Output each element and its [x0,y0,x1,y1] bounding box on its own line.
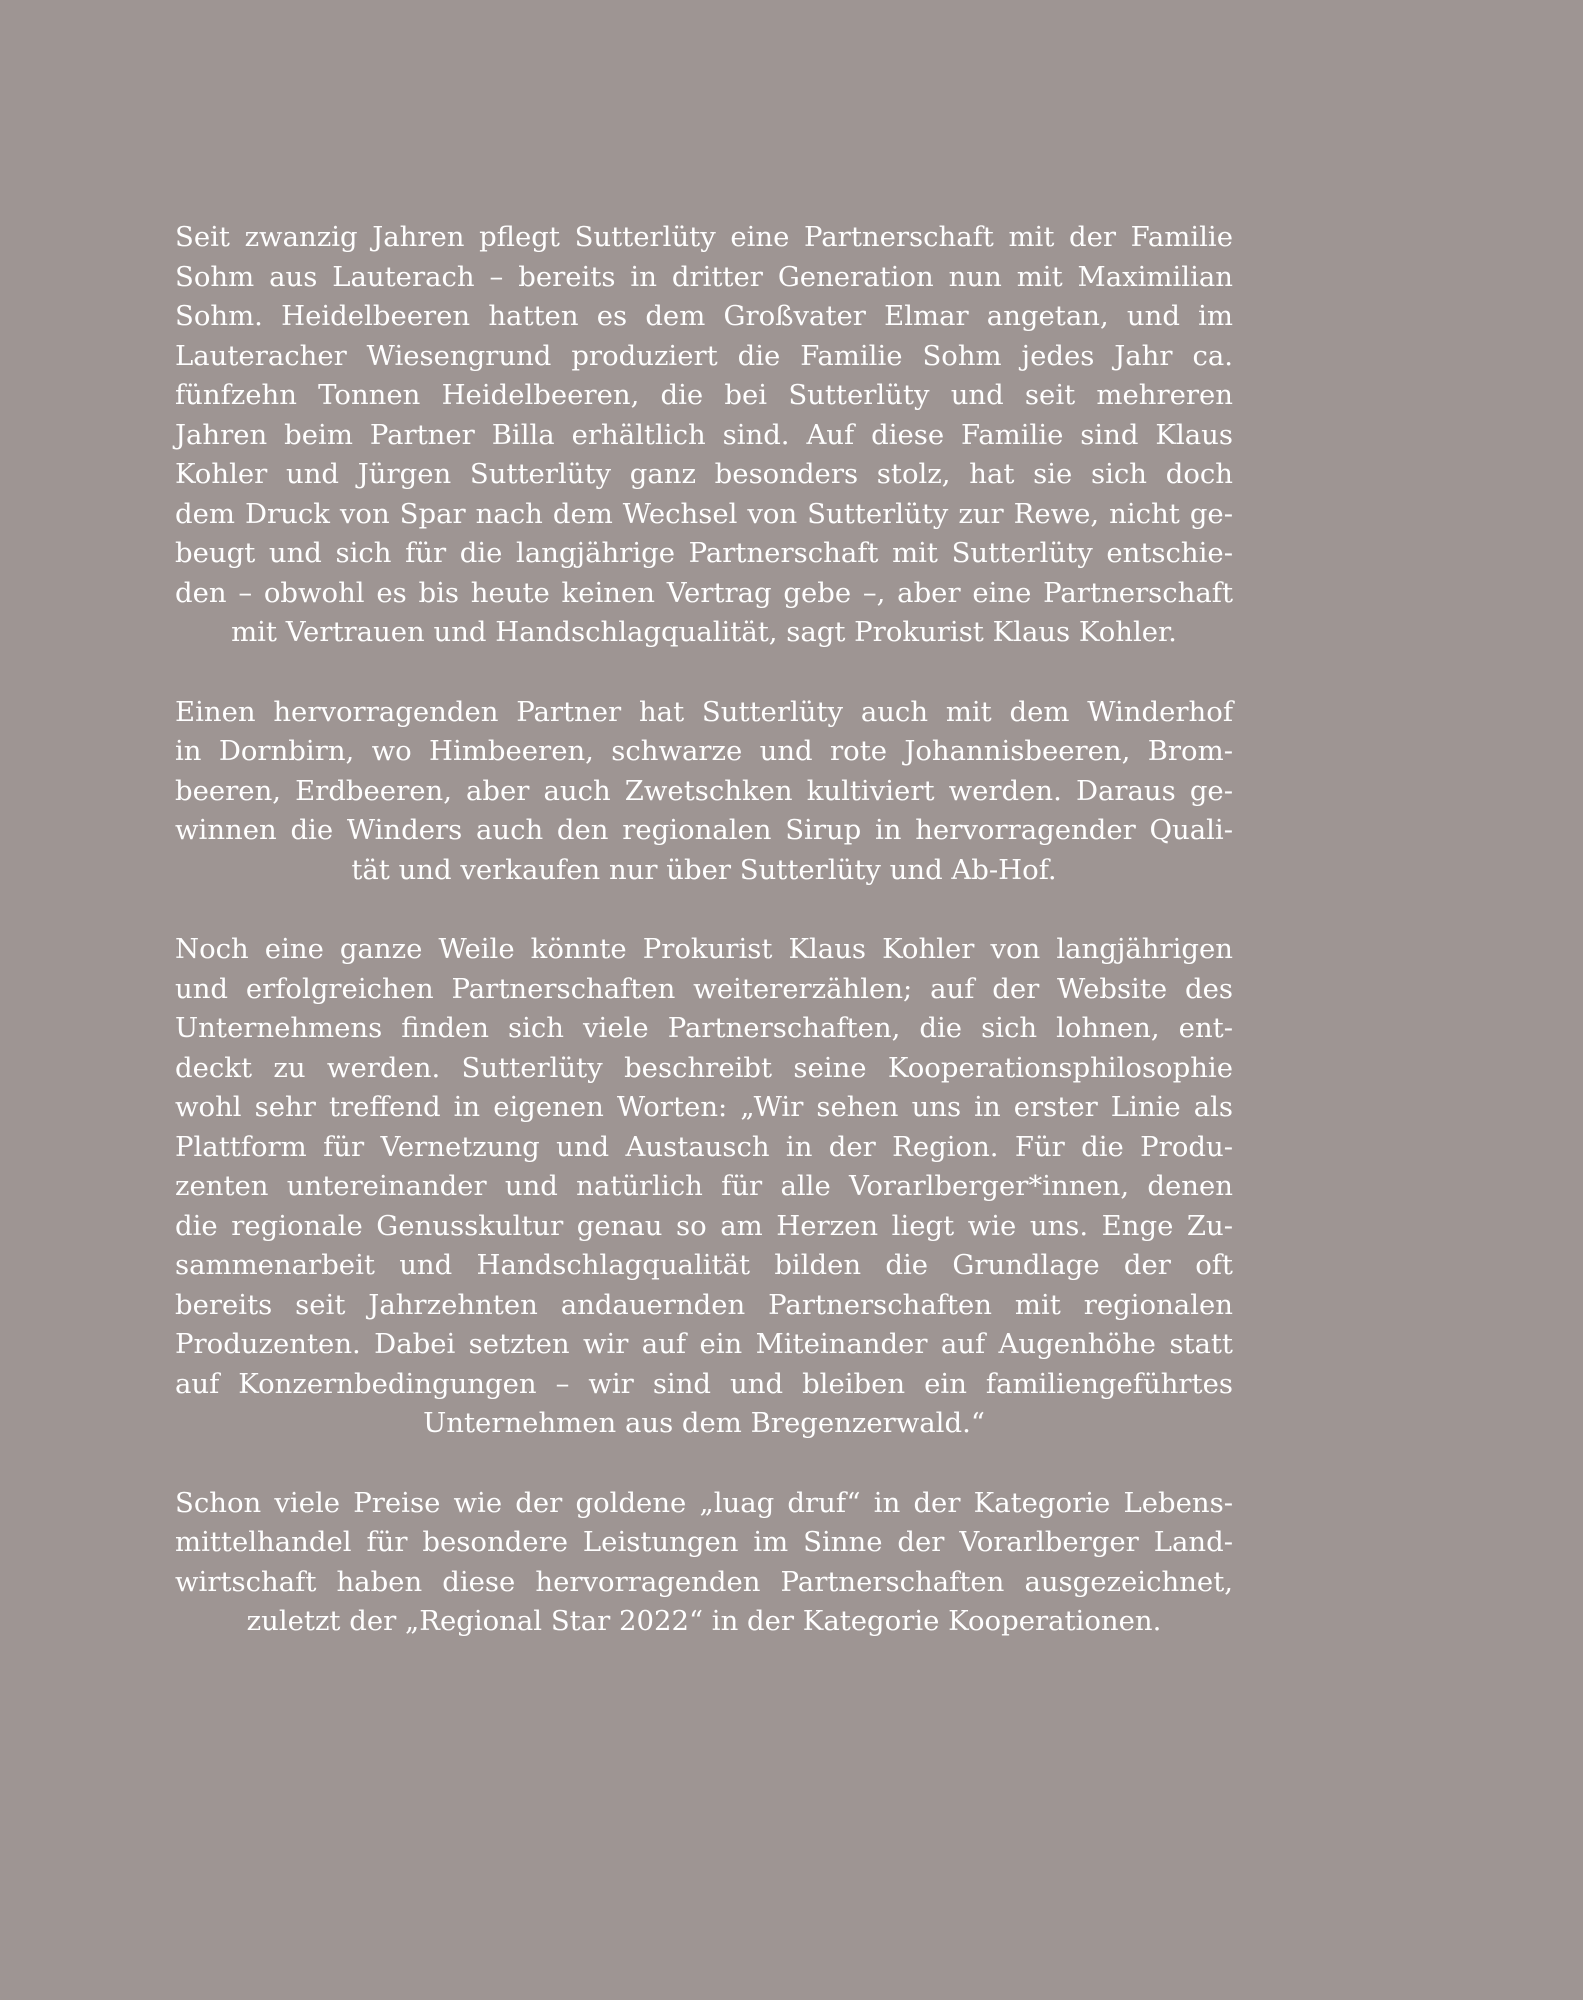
text-line: Unternehmens finden sich viele Partnerschaften, die sich lohnen, ent- [175,1012,1233,1044]
text-line-last: Unternehmen aus dem Bregenzerwald.“ [423,1407,985,1439]
body-text [175,218,1233,1682]
text-line: auf Konzernbedingungen – wir sind und bleiben ein familiengeführtes [175,1367,1233,1400]
text-line: Schon viele Preise wie der goldene „luag druf“ in der Kategorie Lebens- [175,1486,1233,1519]
text-line: Seit zwanzig Jahren pflegt Sutterlüty eine Partnerschaft mit der Familie [175,221,1233,253]
text-line: Plattform für Vernetzung und Austausch in der Region. Für die Produ- [175,1130,1233,1163]
text-line: wirtschaft haben diese hervorragenden Partnerschaften ausgezeichnet, [175,1565,1233,1598]
text-line: winnen die Winders auch den regionalen Sirup in hervorragender Quali- [175,814,1233,846]
text-line-last: tät und verkaufen nur über Sutterlüty und Ab-Hof. [351,853,1057,886]
paragraph-sohm-partnership [175,218,1233,653]
text-line: deckt zu werden. Sutterlüty beschreibt seine Kooperationsphilosophie [175,1051,1233,1084]
text-line: den – obwohl es bis heute keinen Vertrag gebe –, aber eine Partnerschaft [175,576,1233,609]
text-line: Produzenten. Dabei setzten wir auf ein Miteinander auf Augenhöhe statt [175,1328,1233,1360]
text-line: fünfzehn Tonnen Heidelbeeren, die bei Sutterlüty und seit mehreren [175,379,1233,411]
text-line: Sohm. Heidelbeeren hatten es dem Großvater Elmar angetan, und im [175,300,1233,332]
text-line-last: zuletzt der „Regional Star 2022“ in der Kategorie Kooperationen. [246,1605,1162,1637]
text-line: Einen hervorragenden Partner hat Sutterlüty auch mit dem Winderhof [175,695,1233,728]
text-line: mittelhandel für besondere Leistungen im Sinne der Vorarlberger Land- [175,1526,1233,1558]
text-line: zenten untereinander und natürlich für alle Vorarlberger*innen, denen [175,1170,1233,1202]
text-line: beeren, Erdbeeren, aber auch Zwetschken kultiviert werden. Daraus ge- [175,774,1233,807]
text-line: Kohler und Jürgen Sutterlüty ganz besonders stolz, hat sie sich doch [175,458,1233,490]
text-line: Noch eine ganze Weile könnte Prokurist Klaus Kohler von langjährigen [175,933,1233,965]
text-line: beugt und sich für die langjährige Partnerschaft mit Sutterlüty entschie- [175,537,1233,569]
paragraph-winderhof [175,693,1233,891]
text-line: und erfolgreichen Partnerschaften weitererzählen; auf der Website des [175,972,1233,1005]
text-line-last: mit Vertrauen und Handschlagqualität, sagt Prokurist Klaus Kohler. [231,616,1177,648]
paragraph-awards [175,1484,1233,1642]
text-line: Sohm aus Lauterach – bereits in dritter Generation nun mit Maximilian [175,260,1233,293]
text-line: Lauteracher Wiesengrund produziert die Familie Sohm jedes Jahr ca. [175,339,1233,372]
text-line: sammenarbeit und Handschlagqualität bilden die Grundlage der oft [175,1249,1233,1281]
text-line: in Dornbirn, wo Himbeeren, schwarze und rote Johannisbeeren, Brom- [175,735,1233,767]
text-line: dem Druck von Spar nach dem Wechsel von Sutterlüty zur Rewe, nicht ge- [175,497,1233,530]
text-line: wohl sehr treffend in eigenen Worten: „Wir sehen uns in erster Linie als [175,1091,1233,1123]
text-line: die regionale Genusskultur genau so am Herzen liegt wie uns. Enge Zu- [175,1209,1233,1242]
text-line: bereits seit Jahrzehnten andauernden Partnerschaften mit regionalen [175,1288,1233,1321]
text-line: Jahren beim Partner Billa erhältlich sind. Auf diese Familie sind Klaus [175,418,1233,451]
paragraph-cooperation-philosophy [175,930,1233,1444]
